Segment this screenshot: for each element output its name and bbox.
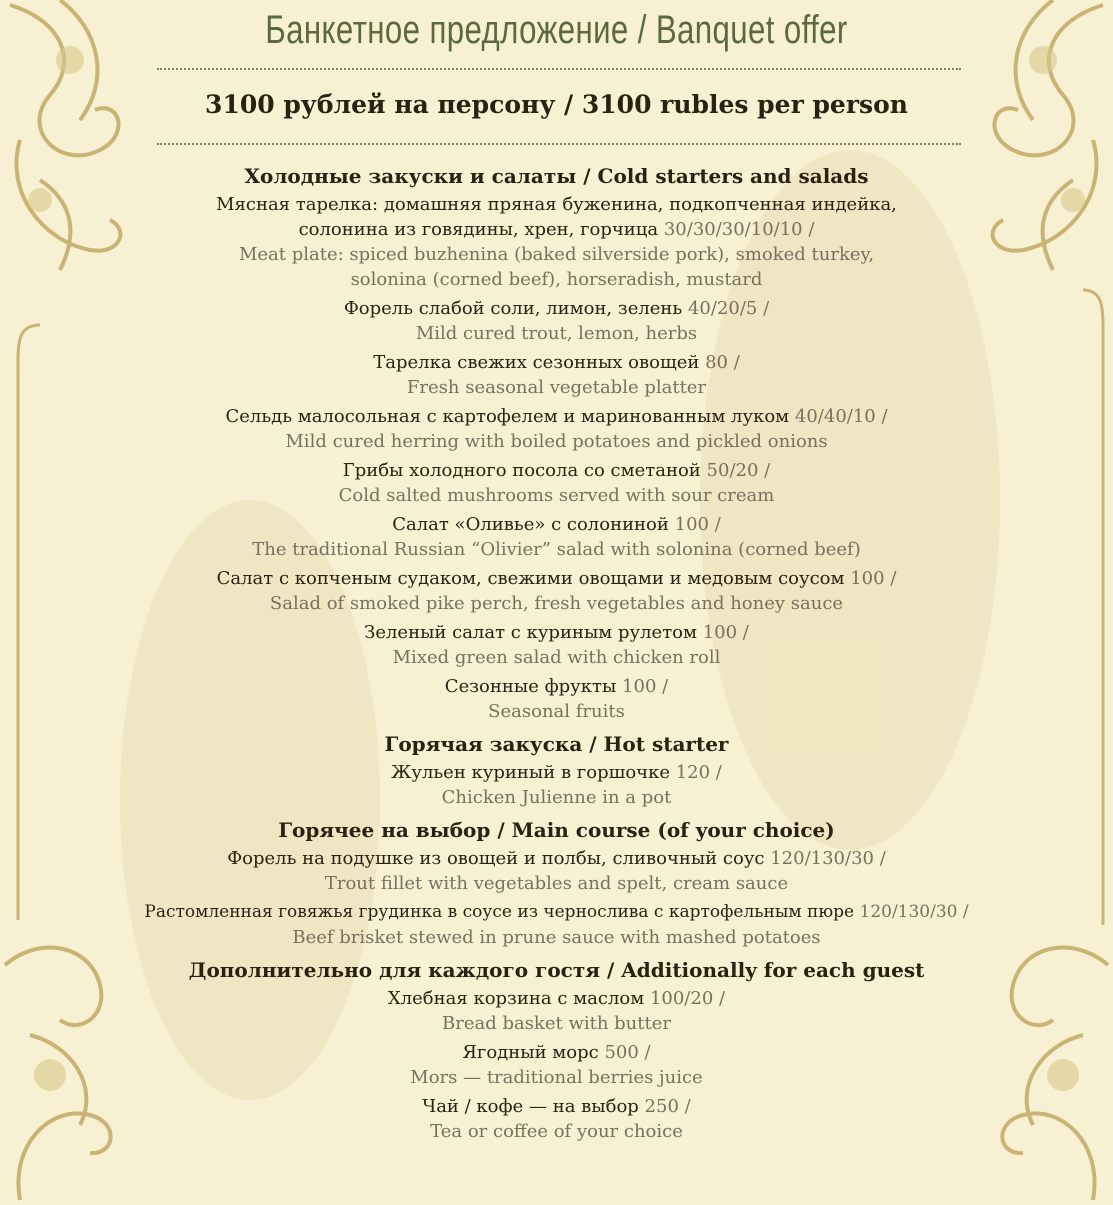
dish-name-en: Mixed green salad with chicken roll: [392, 647, 721, 668]
dish-weight: 500 /: [604, 1042, 651, 1063]
dish-weight: 100/20 /: [649, 988, 726, 1009]
dish-weight: 100 /: [622, 676, 669, 697]
dish-name-en: Fresh seasonal vegetable platter: [406, 377, 707, 398]
menu-item: [0, 1040, 1113, 1090]
dish-name-en: solonina (corned beef), horseradish, mustard: [350, 269, 763, 290]
dish-name-en: Beef brisket stewed in prune sauce with mashed potatoes: [292, 927, 821, 948]
section-heading: Холодные закуски и салаты / Cold starters and salads: [244, 164, 869, 188]
menu-item: [0, 986, 1113, 1036]
dish-weight: 30/30/30/10/10 /: [663, 219, 815, 240]
dish-name-ru: Форель на подушке из овощей и полбы, сливочный соус: [227, 848, 765, 869]
dish-weight: 120/130/30 /: [770, 848, 886, 869]
dish-name-ru: Салат «Оливье» с солониной: [392, 514, 669, 535]
dish-name-en: Seasonal fruits: [488, 701, 625, 722]
dish-weight: 250 /: [644, 1096, 691, 1117]
menu-item: [0, 192, 1113, 292]
dish-weight: 40/20/5 /: [687, 298, 770, 319]
dish-name-ru: Сезонные фрукты: [444, 676, 617, 697]
dish-weight: 40/40/10 /: [794, 406, 888, 427]
dish-weight: 100 /: [674, 514, 721, 535]
divider: [157, 143, 961, 145]
dish-name-ru: Сельдь малосольная с картофелем и маринованным луком: [225, 406, 790, 427]
dish-name-ru: солонина из говядины, хрен, горчица: [298, 219, 659, 240]
dish-name-en: Tea or coffee of your choice: [430, 1121, 683, 1142]
dish-weight: 80 /: [705, 352, 740, 373]
dish-weight: 120/130/30 /: [859, 902, 969, 922]
divider: [157, 68, 961, 70]
menu-item: [0, 846, 1113, 896]
dish-name-ru: Чай / кофе — на выбор: [422, 1096, 639, 1117]
dish-name-ru: Растомленная говяжья грудинка в соусе из чернослива с картофельным пюре: [144, 902, 855, 922]
page-title: Банкетное предложение / Banquet offer: [265, 8, 848, 52]
dish-name-ru: Мясная тарелка: домашняя пряная буженина, подкопченная индейка,: [216, 194, 897, 215]
menu-item: [0, 404, 1113, 454]
menu-item: [0, 458, 1113, 508]
dish-name-en: Mors — traditional berries juice: [410, 1067, 703, 1088]
dish-weight: 100 /: [702, 622, 749, 643]
dish-name-ru: Грибы холодного посола со сметаной: [342, 460, 701, 481]
dish-name-en: Mild cured herring with boiled potatoes and pickled onions: [285, 431, 828, 452]
dish-name-en: Salad of smoked pike perch, fresh vegetables and honey sauce: [269, 593, 844, 614]
section-heading: Горячая закуска / Hot starter: [384, 732, 729, 756]
menu-item: [0, 350, 1113, 400]
section-heading: Горячее на выбор / Main course (of your choice): [278, 818, 835, 842]
menu-item: [0, 620, 1113, 670]
dish-name-ru: Форель слабой соли, лимон, зелень: [343, 298, 683, 319]
menu-item: [0, 512, 1113, 562]
dish-name-ru: Салат с копченым судаком, свежими овощами и медовым соусом: [216, 568, 845, 589]
menu-item: [0, 760, 1113, 810]
price-per-person: 3100 рублей на персону / 3100 rubles per person: [205, 90, 908, 119]
dish-name-ru: Ягодный морс: [462, 1042, 599, 1063]
dish-name-en: Mild cured trout, lemon, herbs: [415, 323, 698, 344]
menu-item: [0, 296, 1113, 346]
menu-item: [0, 674, 1113, 724]
menu-item: [0, 1094, 1113, 1144]
dish-name-en: Cold salted mushrooms served with sour cream: [338, 485, 775, 506]
menu-item: [0, 566, 1113, 616]
dish-name-ru: Жульен куриный в горшочке: [391, 762, 670, 783]
dish-weight: 120 /: [675, 762, 722, 783]
dish-name-ru: Зеленый салат с куриным рулетом: [364, 622, 697, 643]
dish-name-en: The traditional Russian “Olivier” salad with solonina (corned beef): [252, 539, 861, 560]
dish-name-en: Trout fillet with vegetables and spelt, cream sauce: [324, 873, 789, 894]
menu-item: [0, 900, 1113, 950]
section-heading: Дополнительно для каждого гостя / Additionally for each guest: [188, 958, 925, 982]
dish-name-en: Meat plate: spiced buzhenina (baked silverside pork), smoked turkey,: [238, 244, 875, 265]
menu: [0, 160, 1113, 1148]
dish-name-ru: Тарелка свежих сезонных овощей: [373, 352, 700, 373]
dish-name-en: Chicken Julienne in a pot: [441, 787, 672, 808]
dish-name-en: Bread basket with butter: [441, 1013, 672, 1034]
dish-name-ru: Хлебная корзина с маслом: [387, 988, 645, 1009]
dish-weight: 50/20 /: [706, 460, 771, 481]
dish-weight: 100 /: [850, 568, 897, 589]
